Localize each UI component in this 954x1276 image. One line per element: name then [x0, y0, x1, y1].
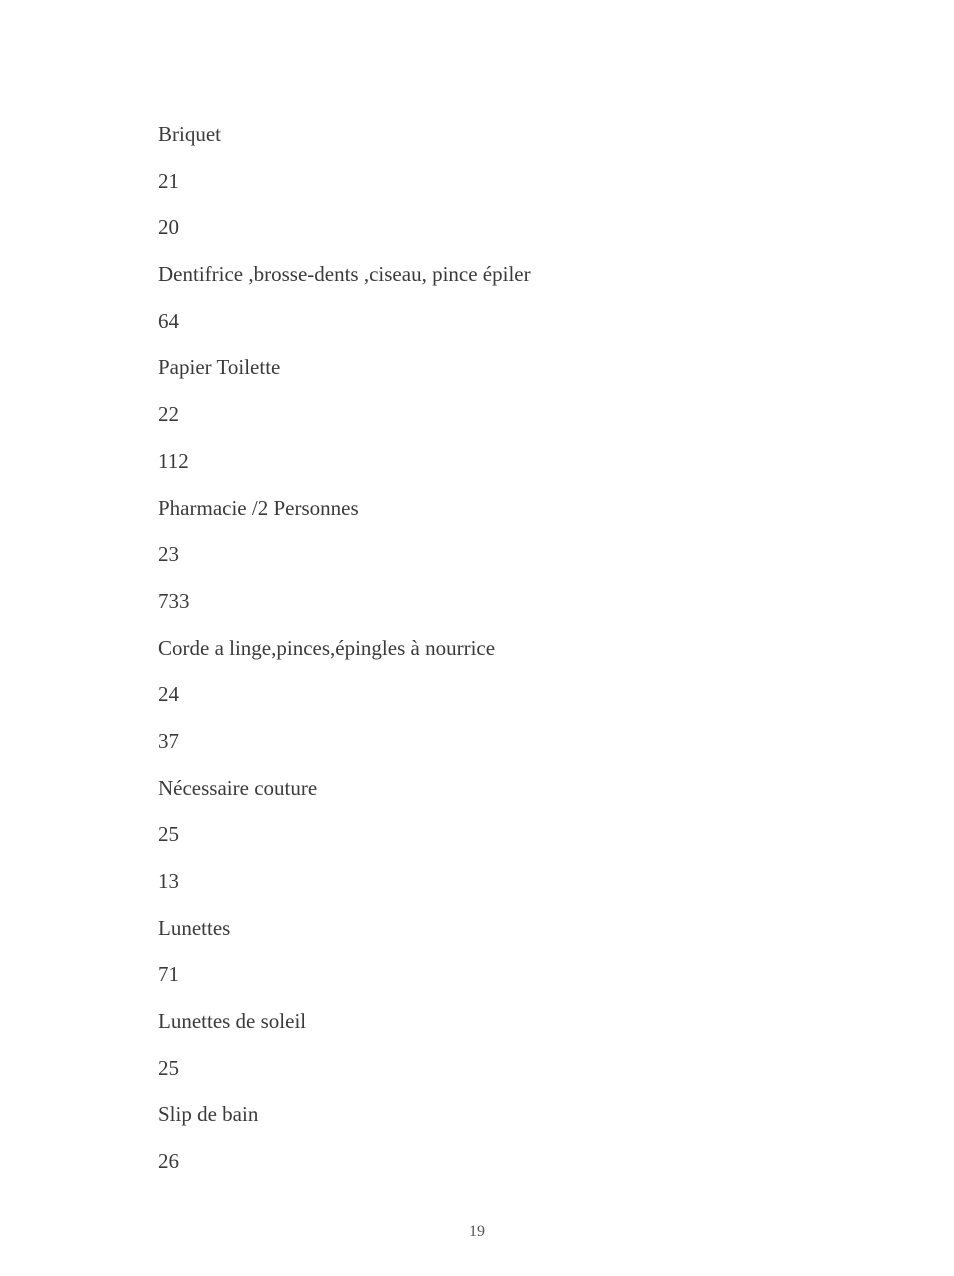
text-line: Lunettes [158, 915, 231, 940]
text-line: Lunettes de soleil [158, 1009, 307, 1034]
text-line: 71 [158, 962, 179, 987]
text-line: 21 [158, 168, 179, 193]
text-line: Corde a linge,pinces,épingles à nourrice [158, 635, 496, 660]
text-line: 64 [158, 308, 179, 333]
text-line: Pharmacie /2 Personnes [158, 495, 359, 520]
text-line: 26 [158, 1149, 179, 1174]
text-line: 25 [158, 1055, 179, 1080]
text-line: 112 [158, 448, 189, 473]
text-line: Nécessaire couture [158, 775, 318, 800]
text-line: Briquet [158, 122, 221, 146]
text-line: 733 [158, 588, 190, 613]
text-line: Dentifrice ,brosse-dents ,ciseau, pince épiler [158, 262, 531, 287]
text-line: 25 [158, 822, 179, 847]
text-line: Papier Toilette [158, 355, 281, 380]
text-line: Slip de bain [158, 1102, 259, 1127]
text-line: 23 [158, 542, 179, 567]
text-line: 22 [158, 402, 179, 427]
text-column [158, 121, 858, 1195]
text-line: 13 [158, 869, 179, 893]
text-line: 24 [158, 682, 179, 707]
text-line: 20 [158, 215, 179, 240]
page-number: 19 [469, 1223, 485, 1240]
text-line: 37 [158, 728, 179, 753]
